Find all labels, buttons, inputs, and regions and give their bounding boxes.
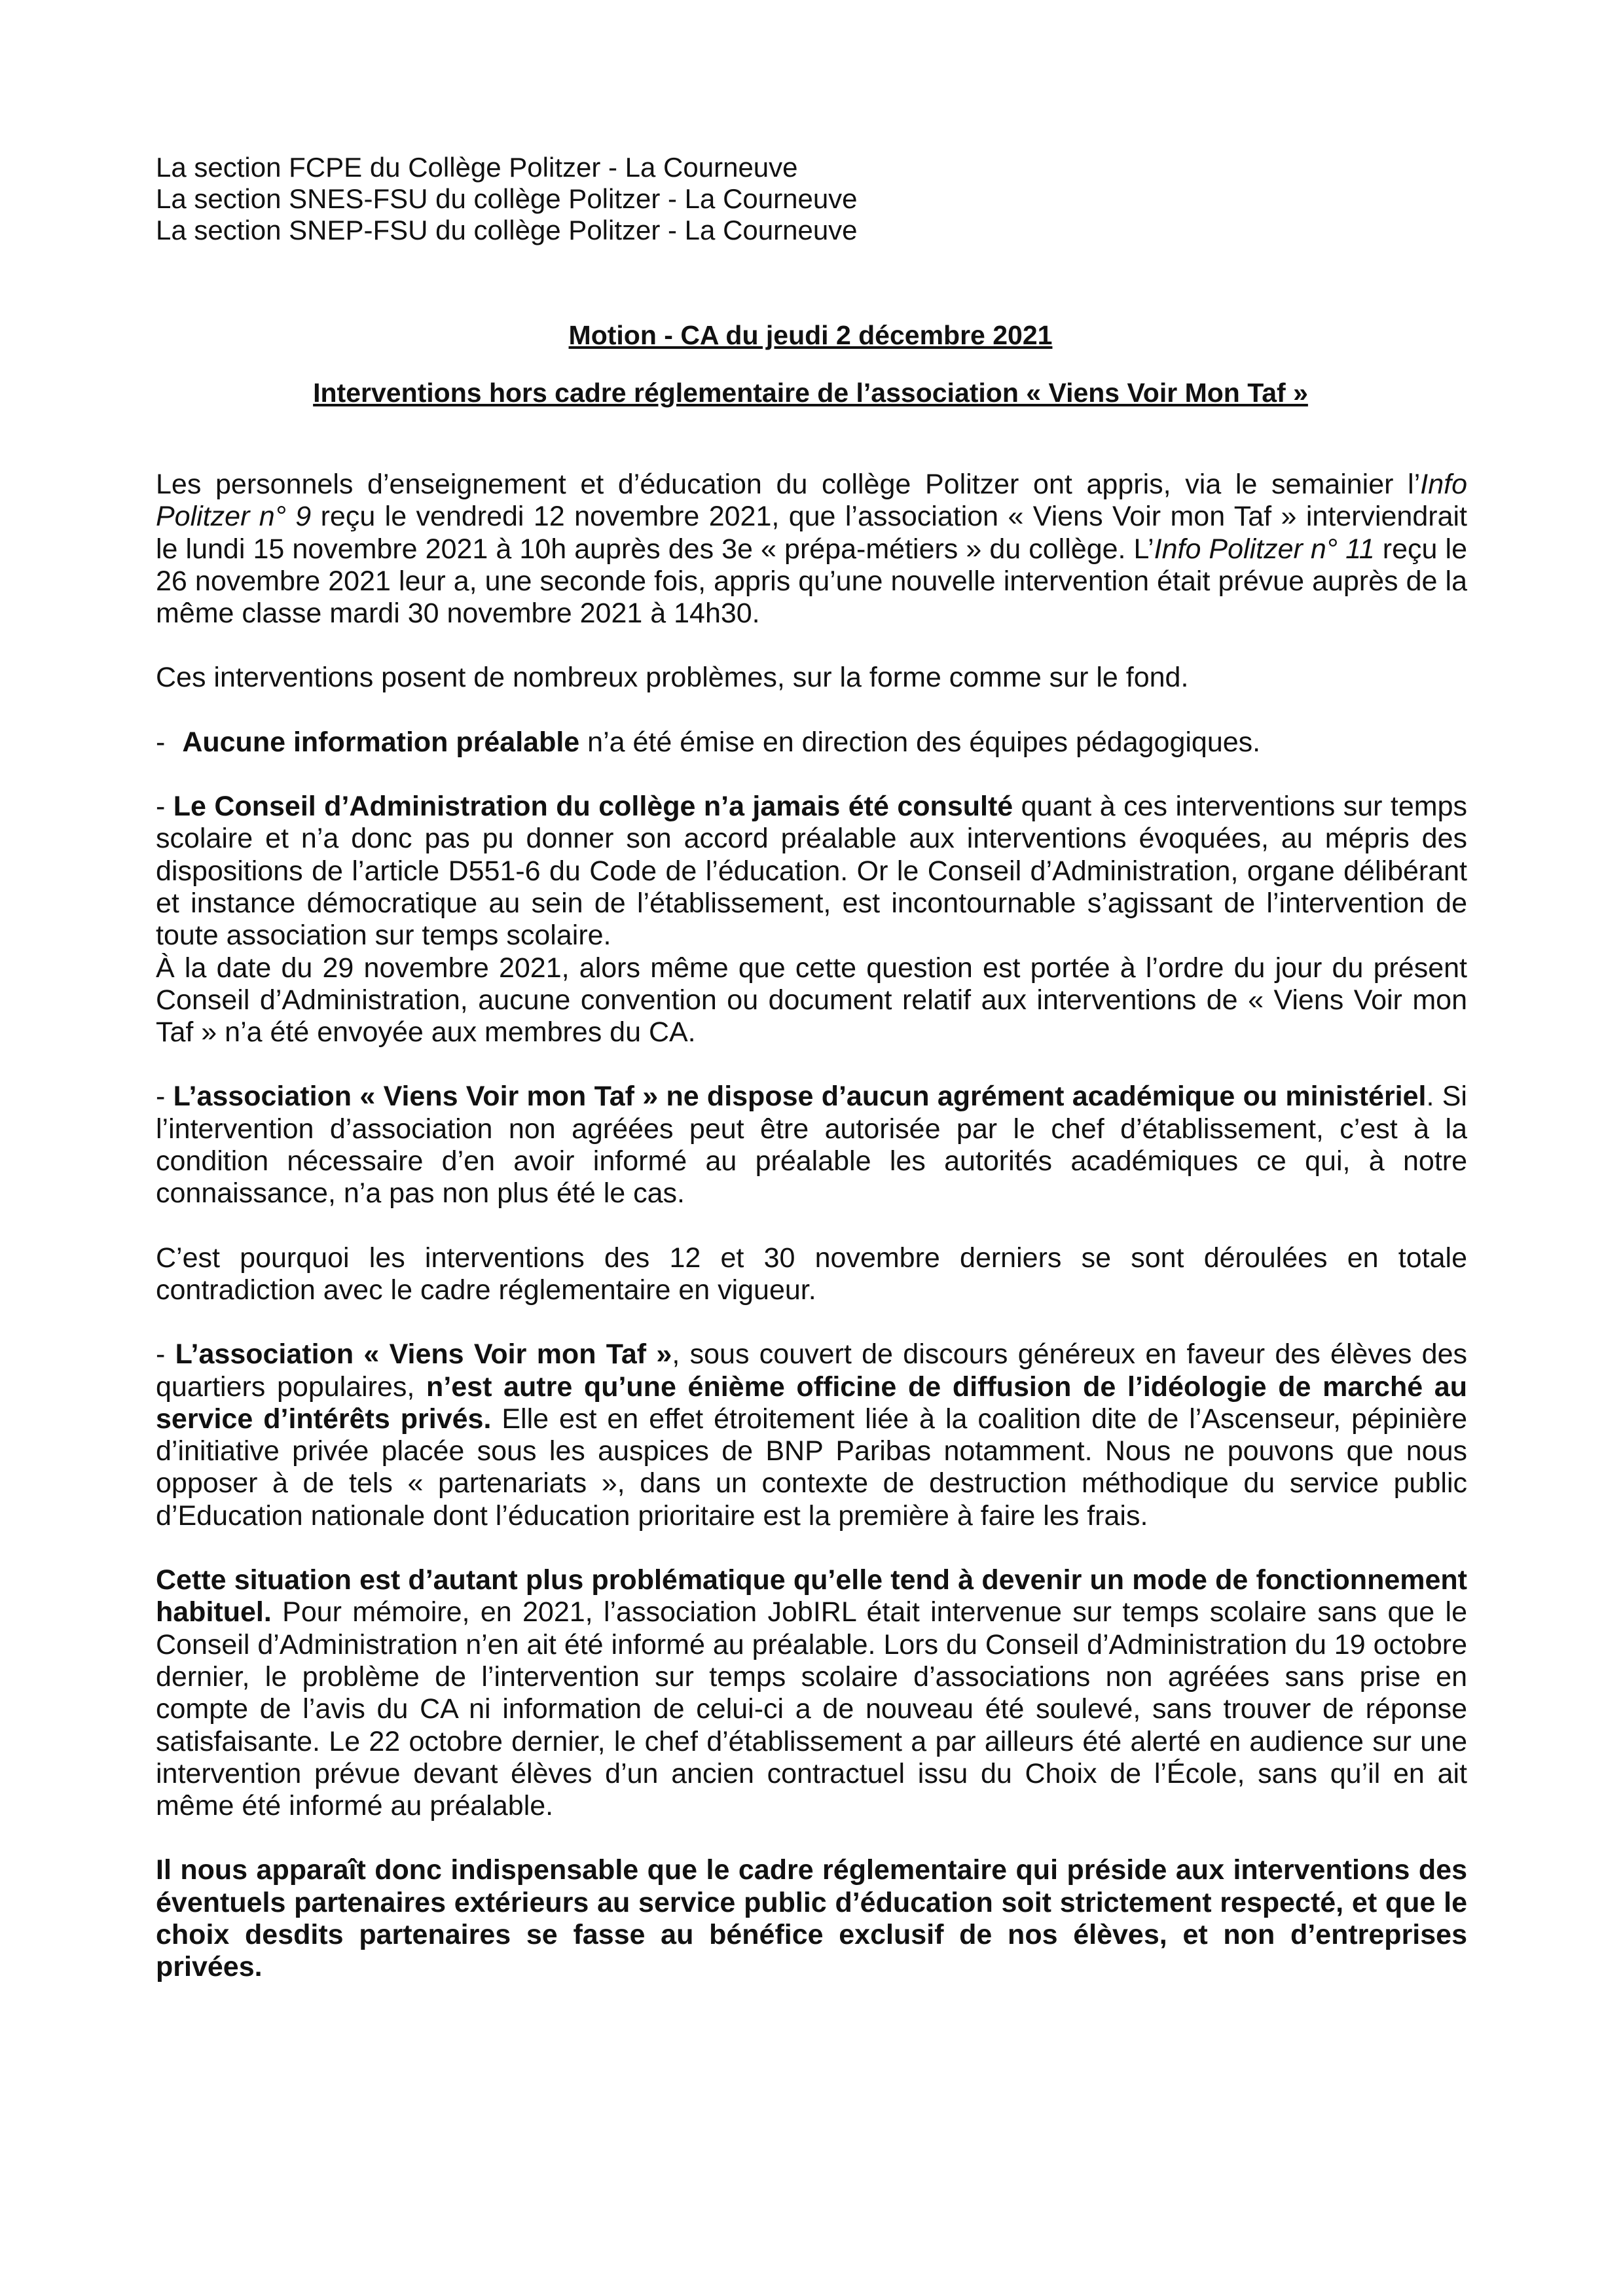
bold-ca-not-consulted: Le Conseil d’Administration du collège n’a jamais été consulté <box>173 791 1013 823</box>
paragraph-ca-not-consulted <box>156 791 1467 952</box>
paragraph-date: À la date du 29 novembre 2021, alors même que cette question est portée à l’ordre du jour du présent Conseil d’Administration, aucune convention ou document relatif aux interventions de « Viens Voir mon Taf » n’a été envoyée aux membres du CA. <box>156 952 1467 1049</box>
dash-marker: - <box>156 1338 175 1371</box>
paragraph-ca-rest: quant à ces interventions sur temps scolaire et n’a donc pas pu donner son accord préalable aux interventions évoquées, au mépris des dispositions de l’article D551-6 du Code de l’éducation. Or le Conseil d’Administration, organe délibérant et instance démocratique au sein de l’établissement, est incontournable s’agissant de l’intervention de toute association sur temps scolaire. <box>156 791 1467 952</box>
dash-marker: - <box>156 1081 173 1113</box>
document-body <box>156 469 1467 2016</box>
paragraph-ideology-mid: , sous couvert de discours généreux en faveur des élèves des quartiers populaires, <box>156 1338 1467 1403</box>
paragraph-intro-italic-a: Info Politzer n° 9 <box>156 469 1467 533</box>
sender-line-fcpe: La section FCPE du Collège Politzer - La Courneuve <box>156 152 798 183</box>
paragraph-intro-text-a: Les personnels d’enseignement et d’éducation du collège Politzer ont appris, via le semainier l’ <box>156 469 1421 500</box>
bold-no-information: Aucune information préalable <box>182 726 580 758</box>
dash-marker: - <box>156 791 173 823</box>
paragraph-ideology <box>156 1338 1467 1532</box>
paragraph-conclusion <box>156 1854 1467 1983</box>
paragraph-no-information <box>156 726 1467 759</box>
paragraph-problems: Ces interventions posent de nombreux problèmes, sur la forme comme sur le fond. <box>156 662 1189 694</box>
paragraph-ideology-rest: Elle est en effet étroitement liée à la coalition dite de l’Ascenseur, pépinière d’initiative privée placée sous les auspices de BNP Paribas notamment. Nous ne pouvons que nous opposer à de tels « partenariats », dans un contexte de destruction méthodique du service public d’Education nationale dont l’éducation prioritaire est la première à faire les frais. <box>156 1403 1467 1532</box>
paragraph-intro <box>156 469 1467 630</box>
subject-title: Interventions hors cadre réglementaire de l’association « Viens Voir Mon Taf » <box>313 378 1308 408</box>
dash-marker: - <box>156 726 166 758</box>
paragraph-habitual-rest: Pour mémoire, en 2021, l’association JobIRL était intervenue sur temps scolaire sans que le Conseil d’Administration n’en ait été informé au préalable. Lors du Conseil d’Administration du 19 octobre dernier, le problème de l’intervention sur temps scolaire d’associations non agréées sans prise en compte de l’avis du CA ni information de celui-ci a de nouveau été soulevé, sans trouver de réponse satisfaisante. Le 22 octobre dernier, le chef d’établissement a par ailleurs été alerté en audience sur une intervention prévue devant élèves d’un ancien contractuel issu du Choix de l’École, sans qu’il en ait même été informé au préalable. <box>156 1596 1468 1822</box>
paragraph-intro-text-b: reçu le vendredi 12 novembre 2021, que l’association « Viens Voir mon Taf » interviendrait le lundi 15 novembre 2021 à 10h auprès des 3e « prépa-métiers » du collège. L’ <box>156 501 1467 565</box>
bold-habitual: Cette situation est d’autant plus problématique qu’elle tend à devenir un mode de fonctionnement habituel. <box>156 1564 1467 1628</box>
paragraph-intro-text-c: reçu le 26 novembre 2021 leur a, une seconde fois, appris qu’une nouvelle intervention était prévue auprès de la même classe mardi 30 novembre 2021 à 14h30. <box>156 533 1467 630</box>
title-block <box>156 319 1465 408</box>
paragraph-habitual <box>156 1564 1467 1822</box>
sender-line-snes: La section SNES-FSU du collège Politzer - La Courneuve <box>156 183 858 214</box>
bold-ideology: n’est autre qu’une énième officine de diffusion de l’idéologie de marché au service d’intérêts privés. <box>156 1371 1467 1435</box>
sender-block <box>156 152 1465 246</box>
bold-conclusion: Il nous apparaît donc indispensable que le cadre réglementaire qui préside aux interventions des éventuels partenaires extérieurs au service public d’éducation soit strictement respecté, et que le choix desdits partenaires se fasse au bénéfice exclusif de nos élèves, et non d’entreprises privées. <box>156 1854 1467 1983</box>
bold-association-name: L’association « Viens Voir mon Taf » <box>175 1338 672 1371</box>
sender-line-snep: La section SNEP-FSU du collège Politzer - La Courneuve <box>156 215 858 245</box>
motion-title: Motion - CA du jeudi 2 décembre 2021 <box>568 320 1053 350</box>
paragraph-no-agreement <box>156 1081 1467 1210</box>
bold-no-agreement: L’association « Viens Voir mon Taf » ne dispose d’aucun agrément académique ou ministériel <box>173 1081 1427 1113</box>
paragraph-intro-italic-b: Info Politzer n° 11 <box>1154 533 1375 565</box>
paragraph-contradiction: C’est pourquoi les interventions des 12 et 30 novembre derniers se sont déroulées en totale contradiction avec le cadre réglementaire en vigueur. <box>156 1242 1467 1306</box>
paragraph-no-information-rest: n’a été émise en direction des équipes pédagogiques. <box>579 726 1261 758</box>
paragraph-no-agreement-rest: . Si l’intervention d’association non agréées peut être autorisée par le chef d’établissement, c’est à la condition nécessaire d’en avoir informé au préalable les autorités académiques ce qui, à notre connaissance, n’a pas non plus été le cas. <box>156 1081 1467 1210</box>
